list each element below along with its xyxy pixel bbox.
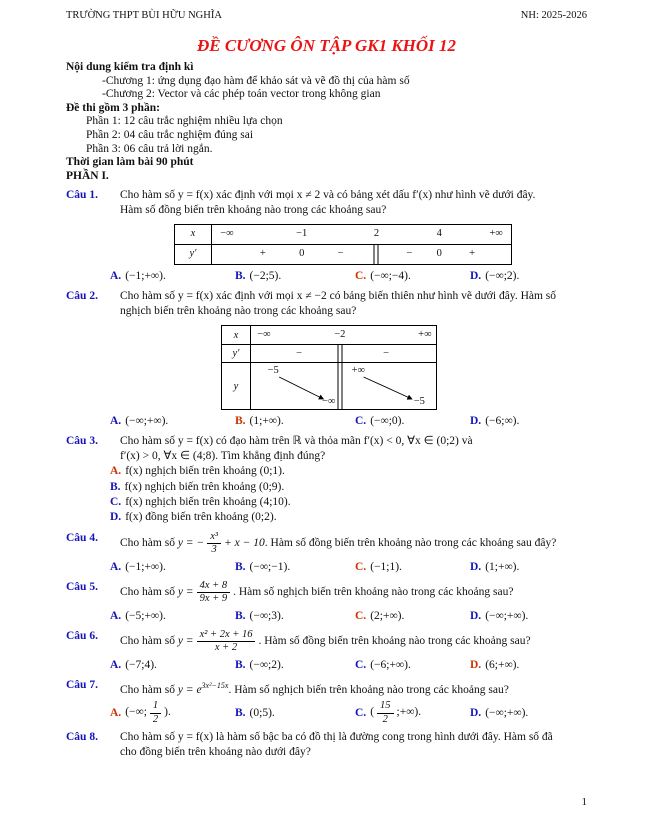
answer-option-b (235, 657, 355, 673)
answer-option-d (470, 413, 519, 429)
option-letter: B. (235, 415, 246, 428)
sign-value: − (406, 248, 413, 260)
variation-table-row-x (222, 326, 436, 344)
fraction-numerator: 1 (150, 700, 161, 714)
option-letter: D. (470, 270, 482, 283)
option-text: (−5;+∞). (125, 609, 166, 622)
undefined-double-bar (374, 245, 379, 264)
option-letter: D. (470, 415, 482, 428)
fraction-numerator: x³ (207, 531, 221, 545)
x-value: −∞ (257, 329, 271, 341)
option-text: (−∞;2). (249, 658, 284, 671)
option-letter: C. (355, 560, 367, 573)
chapter-2-line: -Chương 2: Vector và các phép toán vector trong không gian (102, 88, 381, 101)
option-text: (−6;+∞). (370, 658, 411, 671)
duration-line: Thời gian làm bài 90 phút (66, 156, 194, 169)
fraction (197, 580, 231, 605)
chapter-1-line: -Chương 1: ứng dụng đạo hàm để khảo sát và vẽ đồ thị của hàm số (102, 74, 410, 87)
option-letter: C. (110, 495, 122, 508)
question-8-label: Câu 8. (66, 731, 98, 744)
intro-block (66, 61, 587, 183)
question-4-options (110, 559, 587, 575)
answer-option-b (235, 413, 355, 429)
option-letter: B. (235, 658, 246, 671)
sign-table-q1 (174, 224, 512, 265)
sign-table-row-yprime (175, 244, 511, 264)
formula-text: + x − 10 (224, 536, 265, 549)
question-4-label: Câu 4. (66, 531, 98, 544)
answer-option-b (235, 705, 355, 721)
variation-table-row-yprime (222, 344, 436, 362)
question-2-stem-line-1: Cho hàm số y = f(x) xác định với mọi x ≠ −2 có bảng biến thiên như hình vẽ dưới đây. Hàm số (120, 290, 557, 303)
question-3 (66, 434, 587, 464)
option-text: (1;+∞). (485, 560, 520, 573)
question-5-options (110, 608, 587, 624)
option-text: (−∞;+∞). (125, 415, 169, 428)
undefined-double-bar (337, 363, 342, 409)
option-text: (−∞;0). (370, 415, 405, 428)
content-heading: Nội dung kiểm tra định kì (66, 61, 194, 73)
question-1-label: Câu 1. (66, 189, 98, 202)
question-6-label: Câu 6. (66, 629, 98, 642)
fraction (197, 629, 256, 654)
answer-option-a (110, 608, 235, 624)
option-text: (−6;∞). (485, 415, 520, 428)
y-limit: −∞ (321, 396, 336, 408)
formula-text: y = e (177, 683, 202, 696)
option-letter: C. (355, 706, 367, 719)
option-letter: B. (235, 609, 246, 622)
question-3-stem-line-1: Cho hàm số y = f(x) có đạo hàm trên ℝ và thỏa mãn f′(x) < 0, ∀x ∈ (0;2) và (120, 435, 473, 448)
answer-option-d (470, 268, 519, 284)
answer-option-b (235, 608, 355, 624)
stem-text: . Hàm số đồng biến trên khoảng nào trong các khoảng sau? (258, 634, 531, 647)
x-value: +∞ (418, 329, 432, 341)
variation-table-curve (251, 363, 436, 409)
fraction-numerator: x² + 2x + 16 (197, 629, 256, 643)
stem-text: Cho hàm số (120, 683, 178, 696)
option-text: (−∞;−1). (249, 560, 291, 573)
sign-value: 0 (299, 248, 305, 260)
option-letter: B. (235, 560, 246, 573)
answer-option-a (110, 657, 235, 673)
question-2 (66, 289, 587, 319)
stem-text: . Hàm số nghịch biến trên khoảng nào trong các khoảng sau? (228, 683, 509, 696)
exponent-text: 3x²−15x (201, 680, 229, 690)
school-name: TRƯỜNG THPT BÙI HỮU NGHĨA (66, 10, 222, 21)
answer-option-c (355, 559, 470, 575)
question-2-label: Câu 2. (66, 290, 98, 303)
page-header (66, 10, 587, 21)
fraction-denominator: 9x + 9 (199, 593, 228, 605)
option-text: (−1;1). (370, 560, 402, 573)
answer-option-c (355, 700, 470, 725)
answer-option-a (110, 268, 235, 284)
fraction-numerator: 15 (377, 700, 394, 714)
stem-text: . Hàm số đồng biến trên khoảng nào trong các khoảng sau đây? (264, 536, 557, 549)
option-text: (−∞;3). (249, 609, 284, 622)
page-number: 1 (581, 796, 587, 808)
answer-option-c (355, 657, 470, 673)
variation-table-row-y (222, 362, 436, 409)
sign-table-yprime-label: y′ (175, 245, 212, 264)
x-value: +∞ (489, 228, 503, 240)
option-text: (−∞;2). (485, 270, 520, 283)
answer-option-c (355, 268, 470, 284)
answer-option-d (470, 608, 528, 624)
stem-text: . Hàm số nghịch biến trên khoảng nào trong các khoảng sau? (233, 585, 514, 598)
section-heading: PHẦN I. (66, 169, 109, 182)
question-1-options (110, 268, 587, 284)
option-letter: B. (235, 706, 246, 719)
option-text: f(x) nghịch biến trên khoảng (0;1). (125, 465, 285, 478)
fraction (377, 700, 394, 725)
question-1-stem-line-2: Hàm số đồng biến trên khoảng nào trong các khoảng sau? (120, 204, 387, 217)
question-3-label: Câu 3. (66, 435, 98, 448)
sign-value: − (296, 348, 303, 360)
answer-option-a (110, 464, 587, 479)
question-5 (66, 580, 587, 605)
structure-heading: Đề thi gồm 3 phần: (66, 101, 160, 114)
option-letter: D. (110, 511, 122, 524)
question-8 (66, 730, 587, 760)
option-text: f(x) nghịch biến trên khoảng (4;10). (125, 495, 291, 508)
sign-value: + (469, 248, 476, 260)
question-2-options (110, 413, 587, 429)
variation-table-x-label: x (222, 326, 251, 344)
stem-text: Cho hàm số (120, 634, 178, 647)
answer-option-c (110, 495, 587, 510)
school-year: NH: 2025-2026 (520, 10, 587, 21)
document-title: ĐỀ CƯƠNG ÔN TẬP GK1 KHỐI 12 (196, 36, 457, 55)
x-value: −1 (296, 228, 308, 240)
x-value: −2 (334, 329, 346, 341)
decreasing-arrow-right (364, 377, 412, 399)
option-letter: A. (110, 706, 122, 719)
answer-option-c (355, 608, 470, 624)
answer-option-a (110, 413, 235, 429)
answer-option-d (110, 510, 587, 525)
question-5-label: Câu 5. (66, 580, 98, 593)
variation-table-x-values (251, 326, 436, 344)
variation-table-q2 (221, 325, 437, 410)
answer-option-c (355, 413, 470, 429)
question-3-stem-line-2: f′(x) > 0, ∀x ∈ (4;8). Tìm khẳng định đúng? (120, 450, 326, 463)
question-6 (66, 629, 587, 654)
sign-value: + (259, 248, 266, 260)
option-letter: D. (470, 658, 482, 671)
option-text: ;+∞). (396, 706, 422, 719)
option-letter: A. (110, 415, 122, 428)
fraction-numerator: 4x + 8 (197, 580, 231, 594)
fraction (150, 700, 161, 725)
y-limit: −5 (413, 396, 425, 408)
variation-table-yprime-label: y′ (222, 345, 251, 362)
undefined-double-bar (337, 345, 342, 362)
question-8-stem-line-2: cho đồng biến trên khoảng nào dưới đây? (120, 746, 311, 759)
decreasing-arrow-left (279, 377, 323, 399)
formula-text: y = (177, 585, 194, 598)
option-text: (−∞;+∞). (485, 609, 529, 622)
question-7-label: Câu 7. (66, 678, 98, 691)
option-text: (−1;+∞). (125, 560, 166, 573)
option-letter: C. (355, 415, 367, 428)
sign-table-x-values (212, 225, 511, 244)
option-letter: D. (470, 609, 482, 622)
option-letter: B. (110, 480, 121, 493)
answer-option-a (110, 559, 235, 575)
option-text: f(x) đồng biến trên khoảng (0;2). (125, 511, 277, 524)
option-text: (−1;+∞). (125, 270, 166, 283)
fraction-denominator: x + 2 (214, 642, 238, 654)
fraction (207, 531, 221, 556)
option-text: (−7;4). (125, 658, 157, 671)
x-value: −∞ (220, 228, 234, 240)
formula-text: y = (177, 634, 194, 647)
answer-option-b (235, 268, 355, 284)
option-text: (−∞; (125, 706, 147, 719)
question-7-options (110, 700, 587, 725)
sign-value: 0 (436, 248, 442, 260)
option-letter: B. (235, 270, 246, 283)
option-text: f(x) nghịch biến trên khoảng (0;9). (124, 480, 285, 493)
sign-table-row-x (175, 225, 511, 244)
part-3-line: Phần 3: 06 câu trả lời ngắn. (86, 142, 213, 155)
option-letter: A. (110, 560, 122, 573)
part-2-line: Phần 2: 04 câu trắc nghiệm đúng sai (86, 128, 254, 141)
option-text: (1;+∞). (249, 415, 284, 428)
option-text: (−∞;−4). (370, 270, 411, 283)
option-text: (0;5). (249, 706, 275, 719)
answer-option-b (110, 480, 587, 495)
answer-option-d (470, 559, 519, 575)
question-1 (66, 188, 587, 218)
sign-table-x-label: x (175, 225, 212, 244)
question-6-options (110, 657, 587, 673)
option-text: (6;+∞). (485, 658, 520, 671)
option-letter: A. (110, 465, 122, 478)
sign-table-signs (212, 245, 511, 264)
sign-value: − (337, 248, 344, 260)
formula-text: y = − (177, 536, 205, 549)
option-text: ( (370, 706, 375, 719)
question-7 (66, 678, 587, 698)
option-letter: C. (355, 270, 367, 283)
variation-table-y-label: y (222, 363, 251, 409)
variation-table-signs (251, 345, 436, 362)
question-1-stem-line-1: Cho hàm số y = f(x) xác định với mọi x ≠ 2 và có bảng xét dấu f′(x) như hình vẽ dưới đây. (120, 189, 536, 202)
option-letter: A. (110, 609, 122, 622)
option-text: (2;+∞). (370, 609, 405, 622)
question-4 (66, 531, 587, 556)
y-limit: −5 (267, 365, 279, 377)
y-limit: +∞ (351, 365, 366, 377)
answer-option-d (470, 705, 528, 721)
option-letter: C. (355, 658, 367, 671)
x-value: 2 (373, 228, 380, 240)
fraction-denominator: 2 (382, 713, 388, 725)
option-text: (−∞;+∞). (485, 706, 529, 719)
option-letter: D. (470, 560, 482, 573)
x-value: 4 (436, 228, 442, 240)
answer-option-b (235, 559, 355, 575)
fraction-denominator: 3 (211, 544, 217, 556)
option-letter: A. (110, 270, 122, 283)
answer-option-d (470, 657, 519, 673)
option-letter: A. (110, 658, 122, 671)
question-2-stem-line-2: nghịch biến trên khoảng nào trong các khoảng sau? (120, 305, 357, 318)
question-8-stem-line-1: Cho hàm số y = f(x) là hàm số bậc ba có đồ thị là đường cong trong hình dưới đây. Hàm số đã (120, 731, 553, 744)
fraction-denominator: 2 (152, 713, 159, 725)
part-1-line: Phần 1: 12 câu trắc nghiệm nhiều lựa chọn (86, 115, 283, 128)
answer-option-a (110, 700, 235, 725)
option-text: (−2;5). (249, 270, 282, 283)
sign-value: − (383, 348, 390, 360)
stem-text: Cho hàm số (120, 536, 178, 549)
option-text: ). (164, 706, 171, 719)
option-letter: C. (355, 609, 367, 622)
stem-text: Cho hàm số (120, 585, 178, 598)
option-letter: D. (470, 706, 482, 719)
